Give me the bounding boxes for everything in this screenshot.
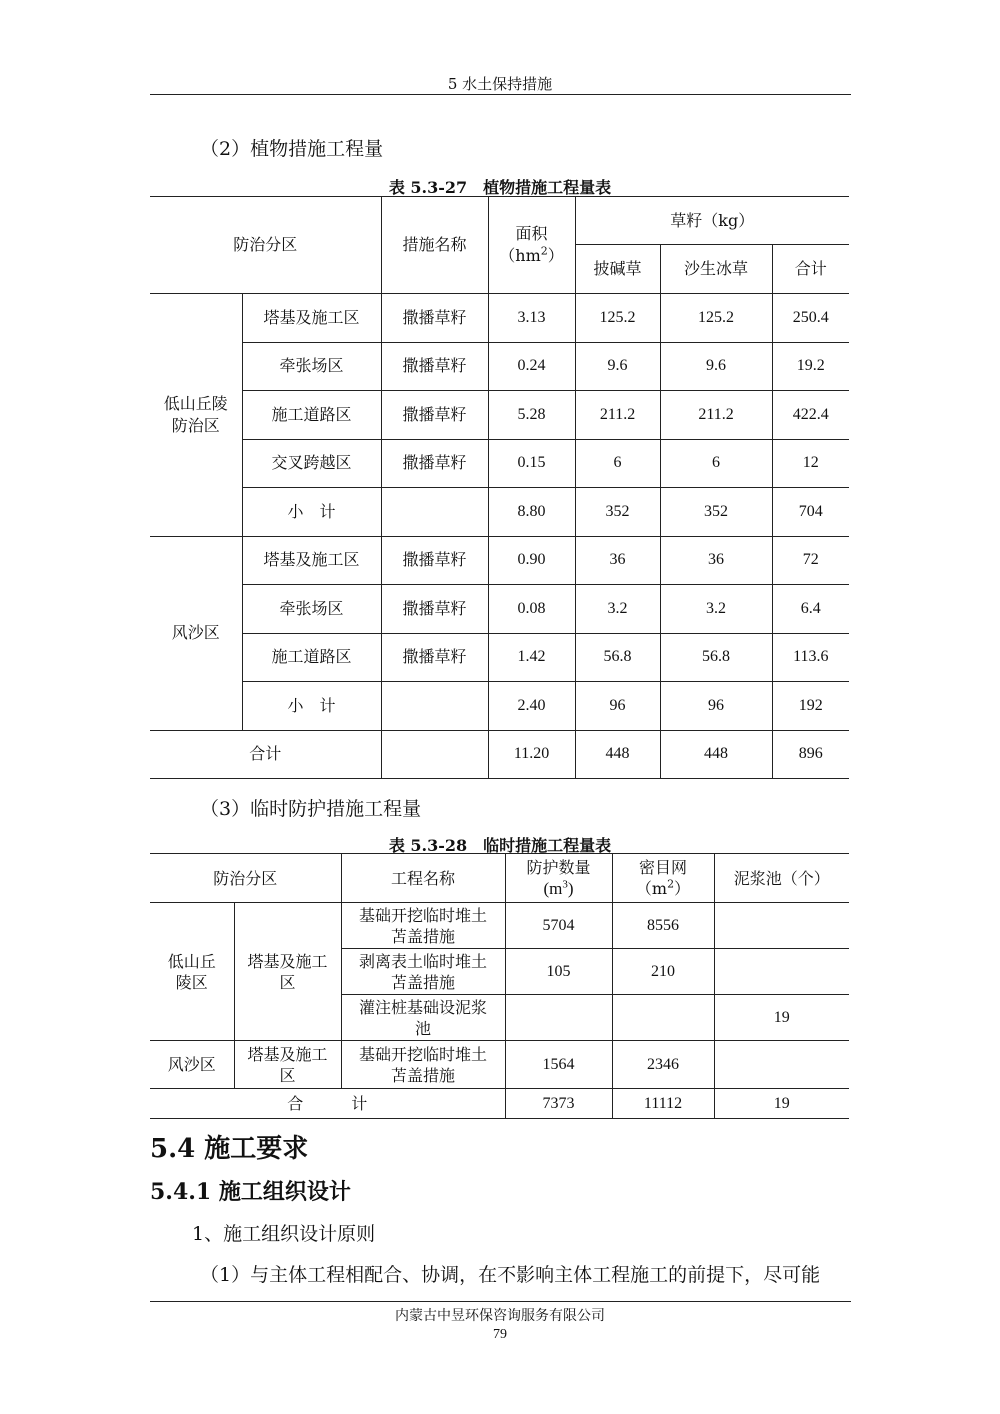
t2-header-protect [505, 854, 612, 903]
t2-project: 剥离表土临时堆土 苫盖措施 [341, 949, 505, 995]
area-cell: 3.13 [488, 294, 575, 343]
temporary-measures-heading: （3）临时防护措施工程量 [200, 798, 422, 820]
grass1-cell: 3.2 [575, 585, 660, 634]
table-row [150, 536, 849, 585]
t2-zone2-sub: 塔基及施工 区 [234, 1041, 341, 1089]
t2-project: 基础开挖临时堆土 苫盖措施 [341, 903, 505, 949]
grass1-cell: 36 [575, 536, 660, 585]
table-row [150, 585, 849, 634]
header-measure: 措施名称 [381, 197, 488, 294]
header-grass2: 沙生冰草 [660, 245, 772, 294]
total-cell: 192 [772, 682, 849, 731]
measure-cell: 撒播草籽 [381, 391, 488, 440]
measure-cell: 撒播草籽 [381, 294, 488, 343]
heading-5-4-1: 5.4.1 施工组织设计 [150, 1179, 351, 1205]
principle-heading: 1、施工组织设计原则 [192, 1223, 376, 1245]
grass1-cell: 6 [575, 439, 660, 488]
t2-header-zone: 防治分区 [150, 854, 341, 903]
total-cell: 12 [772, 439, 849, 488]
total-cell: 704 [772, 488, 849, 537]
header-area [488, 197, 575, 294]
area-cell: 0.24 [488, 342, 575, 391]
measure-cell [381, 682, 488, 731]
area-cell: 1.42 [488, 633, 575, 682]
table2-caption: 表 5.3-28 临时措施工程量表 [388, 836, 612, 855]
t2-project: 灌注桩基础设泥浆 池 [341, 995, 505, 1041]
t2-pool: 19 [714, 995, 849, 1041]
grass2-cell: 125.2 [660, 294, 772, 343]
grand-total-g2: 448 [660, 730, 772, 779]
subzone-cell: 施工道路区 [242, 391, 381, 440]
subzone-cell: 牵张场区 [242, 342, 381, 391]
subzone-cell: 小 计 [242, 682, 381, 731]
grass2-cell: 96 [660, 682, 772, 731]
t2-zone1: 低山丘 陵区 [150, 903, 234, 1041]
t2-header-project: 工程名称 [341, 854, 505, 903]
t2-pool [714, 1041, 849, 1089]
footer-rule [150, 1301, 851, 1302]
t2-total-mesh: 11112 [612, 1089, 714, 1119]
t2-protect: 105 [505, 949, 612, 995]
measure-cell: 撒播草籽 [381, 633, 488, 682]
running-header: 5 水土保持措施 [447, 75, 553, 93]
t2-total-protect: 7373 [505, 1089, 612, 1119]
subzone-cell: 塔基及施工区 [242, 294, 381, 343]
paragraph: （1）与主体工程相配合、协调，在不影响主体工程施工的前提下，尽可能 [200, 1264, 821, 1286]
grass2-cell: 36 [660, 536, 772, 585]
table1-caption: 表 5.3-27 植物措施工程量表 [388, 178, 612, 197]
t2-header-pool: 泥浆池（个） [714, 854, 849, 903]
table-row [150, 1041, 849, 1089]
table-row [150, 903, 849, 949]
page-number: 79 [493, 1327, 507, 1342]
grass2-cell: 352 [660, 488, 772, 537]
area-cell: 5.28 [488, 391, 575, 440]
grand-total-total: 896 [772, 730, 849, 779]
grass1-cell: 96 [575, 682, 660, 731]
header-area-line1: 面积 [515, 224, 548, 243]
t2-total-label: 合 计 [150, 1089, 505, 1119]
grass2-cell: 6 [660, 439, 772, 488]
table-row [150, 342, 849, 391]
area-cell: 0.90 [488, 536, 575, 585]
t2-header-protect-line1: 防护数量 [526, 858, 591, 877]
header-zone: 防治分区 [150, 197, 381, 294]
total-cell: 72 [772, 536, 849, 585]
measure-cell [381, 488, 488, 537]
measure-cell: 撒播草籽 [381, 439, 488, 488]
footer-company: 内蒙古中昱环保咨询服务有限公司 [395, 1308, 605, 1324]
grass2-cell: 9.6 [660, 342, 772, 391]
grand-total-measure [381, 730, 488, 779]
table-row [150, 391, 849, 440]
table-row [150, 294, 849, 343]
total-cell: 6.4 [772, 585, 849, 634]
t2-header-protect-unit: $(m^3)$ [543, 878, 574, 898]
grass1-cell: 125.2 [575, 294, 660, 343]
measure-cell: 撒播草籽 [381, 585, 488, 634]
subzone-cell: 牵张场区 [242, 585, 381, 634]
subzone-cell: 塔基及施工区 [242, 536, 381, 585]
header-total: 合计 [772, 245, 849, 294]
grass2-cell: 211.2 [660, 391, 772, 440]
zone-group-cell: 低山丘陵 防治区 [150, 294, 242, 537]
total-cell: 250.4 [772, 294, 849, 343]
t2-mesh: 210 [612, 949, 714, 995]
t2-zone2: 风沙区 [150, 1041, 234, 1089]
table-total-row [150, 730, 849, 779]
t2-pool [714, 949, 849, 995]
t2-protect [505, 995, 612, 1041]
grand-total-label: 合计 [150, 730, 381, 779]
table-row [150, 682, 849, 731]
t2-protect: 1564 [505, 1041, 612, 1089]
table-row [150, 439, 849, 488]
grand-total-area: 11.20 [488, 730, 575, 779]
grass1-cell: 352 [575, 488, 660, 537]
subzone-cell: 小 计 [242, 488, 381, 537]
plant-measures-table [150, 196, 849, 779]
t2-total-pool: 19 [714, 1089, 849, 1119]
table-row [150, 488, 849, 537]
grass2-cell: 3.2 [660, 585, 772, 634]
area-cell: 8.80 [488, 488, 575, 537]
grand-total-g1: 448 [575, 730, 660, 779]
measure-cell: 撒播草籽 [381, 536, 488, 585]
header-area-unit: $(hm^2)$ [499, 244, 564, 265]
zone-group-cell: 风沙区 [150, 536, 242, 730]
t2-mesh: 8556 [612, 903, 714, 949]
t2-pool [714, 903, 849, 949]
t2-zone1-sub: 塔基及施工 区 [234, 903, 341, 1041]
total-cell: 113.6 [772, 633, 849, 682]
table-row [150, 633, 849, 682]
grass1-cell: 56.8 [575, 633, 660, 682]
temporary-measures-table [150, 853, 849, 1119]
subzone-cell: 施工道路区 [242, 633, 381, 682]
grass1-cell: 9.6 [575, 342, 660, 391]
t2-header-mesh [612, 854, 714, 903]
t2-protect: 5704 [505, 903, 612, 949]
header-rule [150, 94, 851, 95]
subzone-cell: 交叉跨越区 [242, 439, 381, 488]
header-grass1: 披碱草 [575, 245, 660, 294]
header-seed: 草籽（kg） [575, 197, 849, 245]
heading-5-4: 5.4 施工要求 [150, 1134, 309, 1164]
table-total-row [150, 1089, 849, 1119]
grass2-cell: 56.8 [660, 633, 772, 682]
t2-header-mesh-line1: 密目网 [639, 858, 688, 877]
measure-cell: 撒播草籽 [381, 342, 488, 391]
grass1-cell: 211.2 [575, 391, 660, 440]
total-cell: 422.4 [772, 391, 849, 440]
t2-project: 基础开挖临时堆土 苫盖措施 [341, 1041, 505, 1089]
area-cell: 2.40 [488, 682, 575, 731]
area-cell: 0.15 [488, 439, 575, 488]
t2-mesh [612, 995, 714, 1041]
area-cell: 0.08 [488, 585, 575, 634]
t2-mesh: 2346 [612, 1041, 714, 1089]
plant-measures-heading: （2）植物措施工程量 [200, 138, 384, 160]
total-cell: 19.2 [772, 342, 849, 391]
t2-header-mesh-unit: $(m^2)$ [635, 877, 691, 898]
